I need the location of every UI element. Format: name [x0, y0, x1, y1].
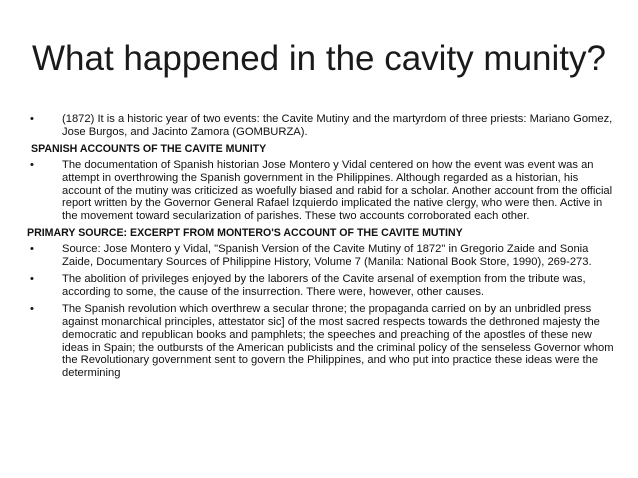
bullet-item-1872-events — [28, 113, 618, 139]
bullet-text: Source: Jose Montero y Vidal, "Spanish Version of the Cavite Mutiny of 1872" in Gregorio Zaide and Sonia Zaide, Documentary Sources of Philippine History, Volume 7 (Manila: National Book Store, 1990), 269-273. — [62, 243, 592, 269]
bullet-item-abolition-privileges — [28, 273, 618, 299]
bullet-glyph: • — [30, 243, 34, 256]
bullet-glyph: • — [30, 302, 34, 315]
bullet-glyph: • — [30, 158, 34, 171]
slide-title: What happened in the cavity munity? — [32, 39, 606, 78]
slide-body — [28, 113, 618, 384]
bullet-item-montero-documentation — [28, 159, 618, 224]
section-heading-spanish-accounts: SPANISH ACCOUNTS OF THE CAVITE MUNITY — [31, 142, 267, 155]
bullet-glyph: • — [30, 272, 34, 285]
bullet-item-spanish-revolution — [28, 303, 618, 380]
bullet-item-source-citation — [28, 243, 618, 269]
bullet-text: The Spanish revolution which overthrew a secular throne; the propaganda carried on by an unbridled press against monarchical principles, attestator sic] of the most sacred respects towards the dethroned majesty the democratic and republican books and pamphlets; the speeches and preaching of the apostles of these new ideas in Spain; the outbursts of the American publicists and the criminal policy of the senseless Governor whom the Revolutionary government sent to govern the Philippines, and who put into practice these ideas were the determining — [62, 302, 614, 380]
section-heading-primary-source: PRIMARY SOURCE: EXCERPT FROM MONTERO'S ACCOUNT OF THE CAVITE MUTINY — [27, 227, 463, 240]
bullet-text: The documentation of Spanish historian Jose Montero y Vidal centered on how the event was event was an attempt in overthrowing the Spanish government in the Philippines. Although regarded as a historian, his account of the mutiny was criticized as woefully biased and rabid for a scholar. Another account from the official report written by the Governor General Rafael Izquierdo implicated the native clergy, who were then. Active in the movement toward secularization of parishes. These two accounts corroborated each other. — [62, 158, 613, 223]
bullet-glyph: • — [30, 113, 34, 125]
bullet-text: The abolition of privileges enjoyed by the laborers of the Cavite arsenal of exemption from the tribute was, according to some, the cause of the insurrection. There were, however, other causes. — [62, 272, 586, 298]
bullet-text: (1872) It is a historic year of two events: the Cavite Mutiny and the martyrdom of three priests: Mariano Gomez, Jose Burgos, and Jacinto Zamora (GOMBURZA). — [62, 113, 613, 138]
